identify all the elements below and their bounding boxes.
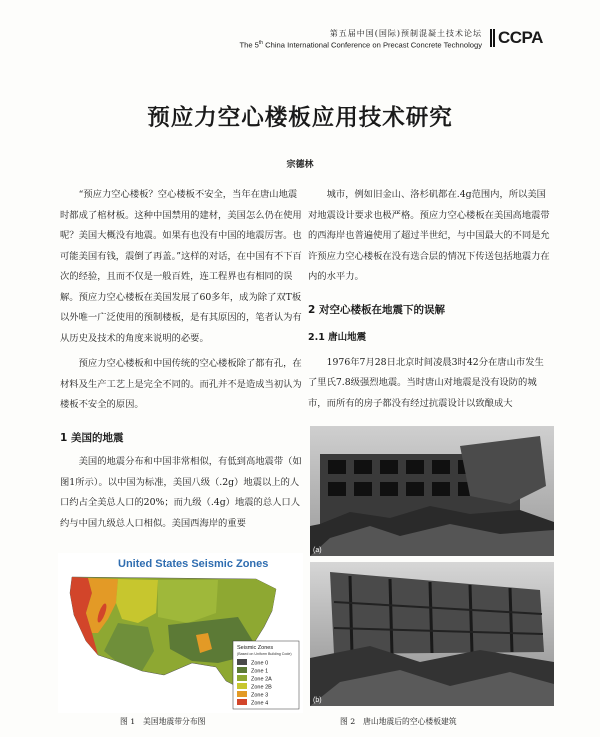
legend-label: Zone 2B [251,684,272,691]
logo-text: CCPA [498,28,543,47]
section-heading: 1 美国的地震 [60,431,124,444]
legend-swatch [237,675,247,681]
legend-label: Zone 0 [251,660,269,667]
conference-title-en [239,40,482,50]
conference-title-cn: 第五届中国(国际)预制混凝土技术论坛 [329,29,482,38]
logo-bars-icon [490,29,495,47]
section-heading: 2 对空心楼板在地震下的误解 [308,303,445,316]
legend-subtitle: (Based on Uniform Building Code) [237,652,292,656]
legend-label: Zone 4 [251,700,269,707]
legend-label: Zone 3 [251,692,269,699]
map-legend [233,641,299,709]
legend-label: Zone 1 [251,668,269,675]
ccpa-logo [490,28,543,48]
subsection-heading: 2.1 唐山地震 [308,332,367,343]
paragraph: 美国的地震分布和中国非常相似，有低到高地震带（如图1所示）。以中国为标准，美国八级（.2g）地震以上的人口约占全美总人口的20%；而九级（.4g）地震的总人口人约与中国九级总人口相似。美国西海岸的重要 [60,456,302,529]
conference-en-rest: China International Conference on Precast Concrete Technology [263,40,482,50]
paragraph: “预应力空心楼板？空心楼板不安全，当年在唐山地震时都成了棺材板。这种中国禁用的建材，美国怎么仍在使用呢？美国大概没有地震。如果有也没有中国的地震厉害。也可能美国有钱，震倒了再盖。”这样的对话，在中国有不下百次的经验，且而不仅是一般百姓，连工程界也有相同的误解。预应力空心楼板在美国发展了60多年，成为除了双T板以外唯一广泛使用的预制楼板，是有其原因的，笔者认为有从历史及技术的角度来说明的必要。 [60,189,302,344]
page-header [0,0,600,60]
photo-b-label: (b) [313,697,322,704]
figure-2-caption: 图 2 唐山地震后的空心楼板建筑 [340,717,457,726]
legend-swatch [237,691,247,697]
paragraph: 城市，例如旧金山、洛杉矶都在.4g范围内，所以美国对地震设计要求也极严格。预应力空心楼板在美国高地震带的西海岸也普遍使用了超过半世纪，与中国最大的不同是允许预应力空心楼板在没有迭合层的情况下传送包括地震力在内的水平力。 [308,189,550,282]
earthquake-photos [310,426,554,706]
right-column [308,185,551,414]
paragraph: 预应力空心楼板和中国传统的空心楼板除了都有孔，在材料及生产工艺上是完全不同的。而孔并不是造成当初认为楼板不安全的原因。 [60,358,302,410]
author: 宗德林 [286,160,314,170]
legend-title: Seismic Zones [237,645,274,651]
legend-swatch [237,659,247,665]
photo-a-label: (a) [313,547,322,554]
conference-en-prefix: The 5 [239,40,259,50]
map-title: United States Seismic Zones [118,558,269,570]
paragraph: 1976年7月28日北京时间凌晨3时42分在唐山市发生了里氏7.8级强烈地震。当时唐山对地震是没有设防的城市，而所有的房子都没有经过抗震设计以致酿成大 [308,356,544,409]
paper-title: 预应力空心楼板应用技术研究 [147,105,453,131]
figure-1 [58,553,303,726]
legend-swatch [237,683,247,689]
photo-a [310,426,554,556]
conference-en-sup: th [258,40,264,46]
left-column [60,185,303,534]
seismic-zone-map [58,553,303,713]
figure-1-caption: 图 1 美国地震带分布图 [120,717,206,726]
legend-label: Zone 2A [251,676,272,683]
photo-b [310,562,554,706]
legend-swatch [237,699,247,705]
legend-swatch [237,667,247,673]
figure-2 [310,426,554,726]
